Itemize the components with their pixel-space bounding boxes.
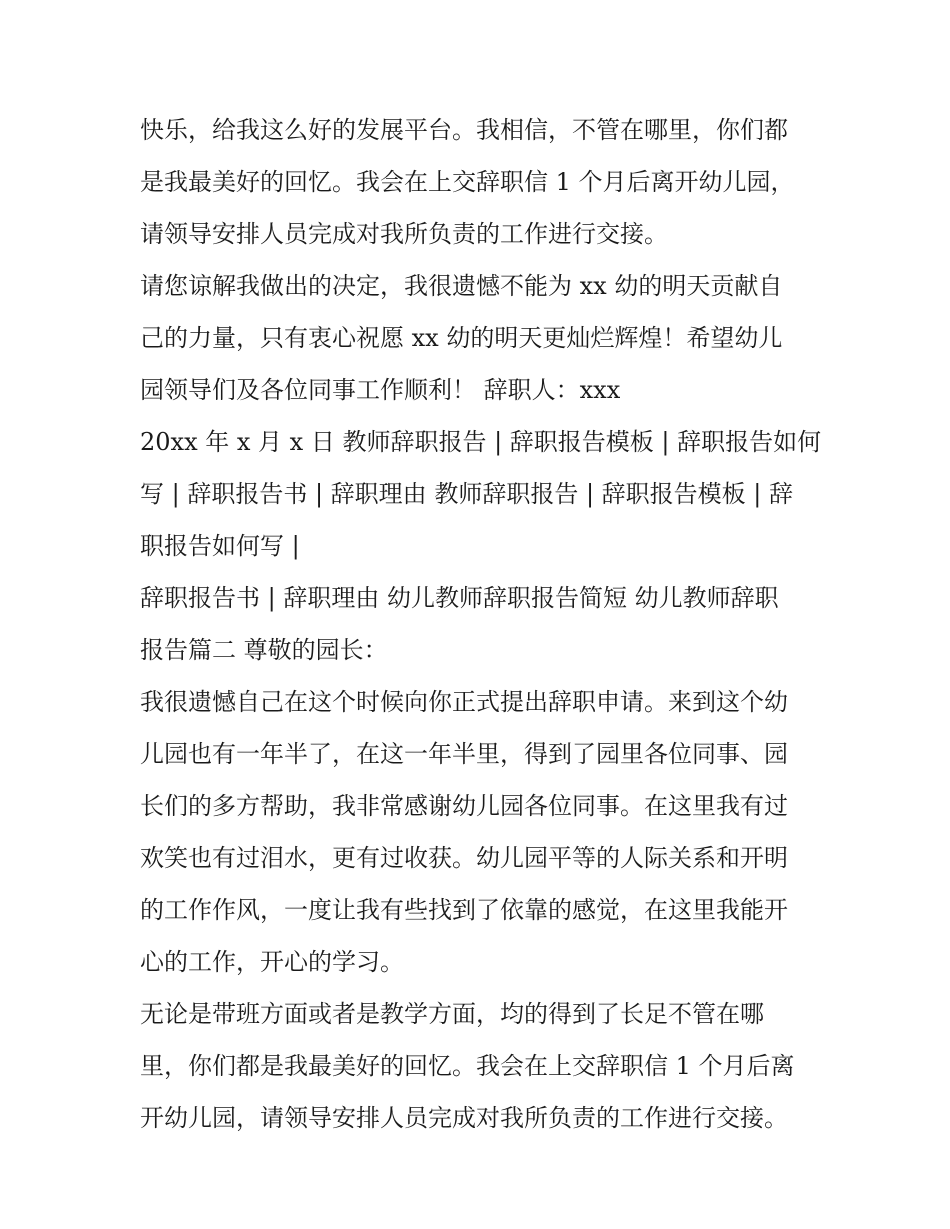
text-line: 快乐，给我这么好的发展平台。我相信，不管在哪里，你们都	[140, 116, 788, 144]
text-line: 的工作作风，一度让我有些找到了依靠的感觉，在这里我能开	[140, 896, 788, 924]
text-line: 是我最美好的回忆。我会在上交辞职信 1 个月后离开幼儿园，	[140, 168, 795, 196]
text-line: 请领导安排人员完成对我所负责的工作进行交接。	[140, 220, 668, 248]
text-line: 里，你们都是我最美好的回忆。我会在上交辞职信 1 个月后离	[140, 1052, 795, 1080]
text-line: 写 | 辞职报告书 | 辞职理由 教师辞职报告 | 辞职报告模板 | 辞	[140, 480, 794, 508]
text-line: 请您谅解我做出的决定，我很遗憾不能为 xx 幼的明天贡献自	[140, 272, 783, 300]
text-line: 辞职报告书 | 辞职理由 幼儿教师辞职报告简短 幼儿教师辞职	[140, 584, 779, 612]
text-line: 20xx 年 x 月 x 日 教师辞职报告 | 辞职报告模板 | 辞职报告如何	[140, 428, 822, 456]
text-line: 无论是带班方面或者是教学方面，均的得到了长足不管在哪	[140, 1000, 764, 1028]
text-line: 己的力量，只有衷心祝愿 xx 幼的明天更灿烂辉煌！希望幼儿	[140, 324, 783, 352]
text-line: 欢笑也有过泪水，更有过收获。幼儿园平等的人际关系和开明	[140, 844, 788, 872]
text-line: 开幼儿园，请领导安排人员完成对我所负责的工作进行交接。	[140, 1104, 788, 1132]
text-line: 园领导们及各位同事工作顺利！ 辞职人：xxx	[140, 376, 621, 404]
text-line: 长们的多方帮助，我非常感谢幼儿园各位同事。在这里我有过	[140, 792, 788, 820]
text-line: 报告篇二 尊敬的园长：	[140, 636, 388, 664]
text-line: 儿园也有一年半了，在这一年半里，得到了园里各位同事、园	[140, 740, 788, 768]
document-body	[140, 104, 820, 1144]
text-line: 我很遗憾自己在这个时候向你正式提出辞职申请。来到这个幼	[140, 688, 788, 716]
text-line: 心的工作，开心的学习。	[140, 948, 404, 976]
text-line: 职报告如何写 |	[140, 532, 300, 560]
